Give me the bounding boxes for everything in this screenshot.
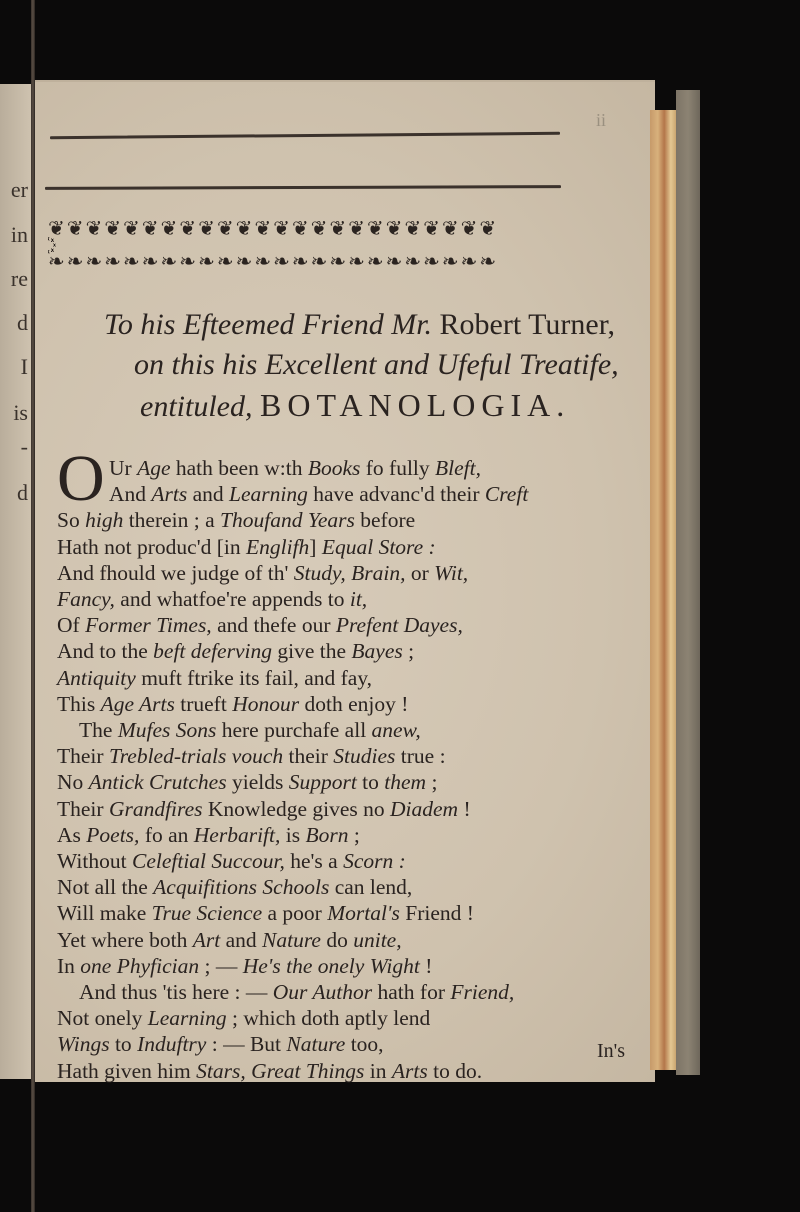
poem-line [57, 691, 657, 717]
roman-text: ; — [199, 953, 243, 978]
italic-text: Wit, [434, 560, 469, 585]
poem-line [57, 1031, 657, 1057]
poem-line [57, 717, 657, 743]
roman-text: muft ftrike its fail, and fay, [135, 665, 373, 690]
poem-line [57, 638, 657, 664]
roman-text: is [280, 822, 306, 847]
roman-text: to [356, 770, 385, 795]
heading-line-1 [104, 305, 664, 345]
italic-text: Scorn : [343, 849, 406, 874]
poem-line [57, 953, 657, 979]
poem-line [57, 927, 657, 953]
italic-text: Acquifitions Schools [153, 875, 330, 900]
roman-text: yields [226, 770, 289, 795]
drop-cap: O [57, 442, 105, 515]
roman-text: Ur [109, 456, 138, 480]
roman-text: to [109, 1032, 138, 1057]
italic-text: Stars, Great Things [196, 1058, 365, 1083]
roman-text: In [57, 953, 81, 978]
heading-text: To his Efteemed Friend Mr. [104, 308, 440, 341]
poem-line [57, 612, 657, 638]
poem-lines [57, 455, 657, 1084]
poem-line [57, 979, 657, 1005]
italic-text: Herbarift, [193, 822, 281, 847]
italic-text: Celeftial Succour, [131, 849, 285, 874]
roman-text: and [187, 482, 230, 507]
roman-text: Not onely [57, 1006, 148, 1031]
roman-text: too, [345, 1032, 384, 1057]
italic-text: Antick Crutches [88, 770, 227, 795]
roman-text: true : [395, 744, 446, 769]
poem-line [57, 874, 657, 900]
roman-text: Their [57, 744, 109, 769]
poem-body [57, 442, 657, 1084]
roman-text: : — But [206, 1032, 287, 1057]
italic-text: high [85, 508, 124, 533]
roman-text: Their [57, 796, 109, 821]
roman-text: ; [426, 770, 438, 795]
roman-text: trueft [174, 691, 233, 716]
italic-text: Mortal's [327, 901, 400, 926]
italic-text: True Science [151, 901, 263, 926]
roman-text: fo an [139, 822, 194, 847]
italic-text: Thoufand Years [220, 508, 355, 533]
poem-line [57, 1058, 657, 1084]
roman-text: And to the [57, 639, 154, 664]
poem-line [57, 848, 657, 874]
italic-text: He's the onely Wight [242, 953, 420, 978]
roman-text: or [405, 560, 435, 585]
ornament-row-middle: ꙰꙰꙰꙰꙰꙰꙰꙰꙰꙰꙰꙰꙰꙰꙰꙰꙰꙰꙰꙰꙰꙰꙰꙰ [48, 237, 54, 253]
roman-text: Knowledge gives no [202, 796, 391, 821]
roman-text: can lend, [329, 875, 413, 900]
italic-text: Former Times, [85, 613, 212, 638]
roman-text: fo fully [360, 456, 436, 480]
roman-text: and [220, 927, 263, 952]
italic-text: them [384, 770, 427, 795]
facing-page-fragment [0, 84, 32, 1079]
roman-text: This [57, 691, 101, 716]
roman-text: Hath not produc'd [in [57, 534, 246, 559]
italic-text: Trebled-trials vouch [108, 744, 284, 769]
roman-text: ! [458, 796, 471, 821]
roman-text: have advanc'd their [307, 482, 485, 507]
facing-page-text: re [10, 266, 28, 291]
heading-line-2: on this his Excellent and Ufeful Treatife, [134, 348, 619, 381]
italic-text: anew, [371, 718, 421, 743]
facing-page-text: is [13, 400, 28, 425]
italic-text: beft deferving [153, 639, 272, 664]
italic-text: Bayes [351, 639, 403, 664]
italic-text: one Phyfician [80, 953, 200, 978]
roman-text: here purchafe all [216, 718, 372, 743]
roman-text: ; which doth aptly lend [226, 1006, 431, 1031]
roman-text: before [354, 508, 416, 533]
poem-line [57, 507, 657, 533]
roman-text: Yet where both [57, 927, 193, 952]
italic-text: Bleft, [435, 456, 482, 480]
poem-line [57, 796, 657, 822]
italic-text: Age Arts [100, 691, 175, 716]
heading-line-3 [140, 385, 664, 427]
italic-text: Honour [232, 691, 300, 716]
italic-text: Wings [57, 1032, 110, 1057]
poem-line [57, 534, 657, 560]
signature-mark: ii [596, 110, 607, 130]
poem-line [57, 743, 657, 769]
roman-text: Without [57, 849, 132, 874]
roman-text: doth enjoy ! [299, 691, 409, 716]
italic-text: Creft [484, 482, 529, 507]
catchword: In's [597, 1040, 626, 1062]
heading-text: entituled, [140, 390, 260, 423]
roman-text: And thus 'tis here : — [79, 980, 273, 1005]
italic-text: Induftry [137, 1032, 207, 1057]
italic-text: Antiquity [57, 665, 136, 690]
roman-text: Not all the [57, 875, 154, 900]
roman-text: ; [348, 822, 360, 847]
facing-page-text: I [20, 354, 28, 379]
roman-text: And fhould we judge of th' [57, 560, 294, 585]
poem-line [57, 900, 657, 926]
italic-text: Grandfires [108, 796, 203, 821]
italic-text: Arts [151, 482, 188, 507]
roman-text: Will make [57, 901, 152, 926]
italic-text: Born [305, 822, 349, 847]
italic-text: Support [288, 770, 357, 795]
italic-text: Nature [286, 1032, 346, 1057]
roman-text: a poor [262, 901, 328, 926]
roman-text: ; [402, 639, 415, 664]
roman-text: Of [57, 613, 86, 638]
heading-name: Robert Turner, [439, 308, 616, 341]
poem-line [57, 665, 657, 691]
italic-text: unite, [353, 927, 402, 952]
roman-text: No [57, 770, 89, 795]
poem-line [57, 586, 657, 612]
poem-line [57, 560, 657, 586]
roman-text: to do. [427, 1058, 483, 1083]
roman-text: he's a [284, 849, 344, 874]
italic-text: it, [349, 587, 368, 612]
facing-page-text: er [10, 177, 28, 202]
italic-text: Mufes Sons [117, 718, 217, 743]
italic-text: Art [192, 927, 221, 952]
roman-text: and whatfoe're appends to [114, 587, 350, 612]
roman-text: their [283, 744, 334, 769]
italic-text: Englifh [245, 534, 310, 559]
roman-text: Hath given him [57, 1058, 197, 1083]
facing-page-text: d [17, 480, 28, 505]
roman-text: and thefe our [211, 613, 336, 638]
italic-text: Equal Store : [321, 534, 436, 559]
italic-text: Our Author [272, 980, 373, 1005]
italic-text: Studies [333, 744, 396, 769]
italic-text: Age [137, 456, 171, 480]
facing-page-text: in [10, 222, 28, 247]
ornament-row-top: ❦❦❦❦❦❦❦❦❦❦❦❦❦❦❦❦❦❦❦❦❦❦❦❦ [48, 216, 499, 240]
roman-text: So [57, 508, 86, 533]
roman-text: ! [419, 953, 433, 978]
dedication-heading [104, 305, 664, 427]
poem-line [57, 455, 657, 481]
italic-text: Books [307, 456, 361, 480]
italic-text: Poets, [86, 822, 140, 847]
book-cover-board [676, 90, 700, 1075]
italic-text: Friend, [450, 980, 515, 1005]
ornament-row-bottom: ❧❧❧❧❧❧❧❧❧❧❧❧❧❧❧❧❧❧❧❧❧❧❧❧ [48, 249, 499, 273]
italic-text: Nature [262, 927, 321, 952]
poem-line [57, 822, 657, 848]
poem-line [57, 769, 657, 795]
roman-text: hath for [372, 980, 451, 1005]
roman-text: The [79, 718, 118, 743]
facing-page-text: d [17, 310, 28, 335]
italic-text: Learning [229, 482, 308, 507]
poem-line [57, 1005, 657, 1031]
roman-text: Friend ! [399, 901, 474, 926]
roman-text: in [364, 1058, 392, 1083]
italic-text: Prefent Dayes, [335, 613, 463, 638]
italic-text: Diadem [390, 796, 459, 821]
italic-text: Fancy, [57, 587, 115, 612]
facing-page-text: - [20, 434, 28, 459]
book-title: BOTANOLOGIA. [259, 387, 571, 423]
italic-text: Arts [391, 1058, 428, 1083]
roman-text: And [109, 482, 152, 507]
poem-line [57, 481, 657, 507]
roman-text: ] [309, 534, 322, 559]
roman-text: therein ; a [123, 508, 221, 533]
roman-text: do [320, 927, 354, 952]
fleuron-band-icon [48, 215, 596, 275]
italic-text: Learning [147, 1006, 227, 1031]
italic-text: Study, Brain, [293, 560, 406, 585]
roman-text: As [57, 822, 87, 847]
roman-text: hath been w:th [170, 456, 308, 480]
roman-text: give the [271, 639, 352, 664]
